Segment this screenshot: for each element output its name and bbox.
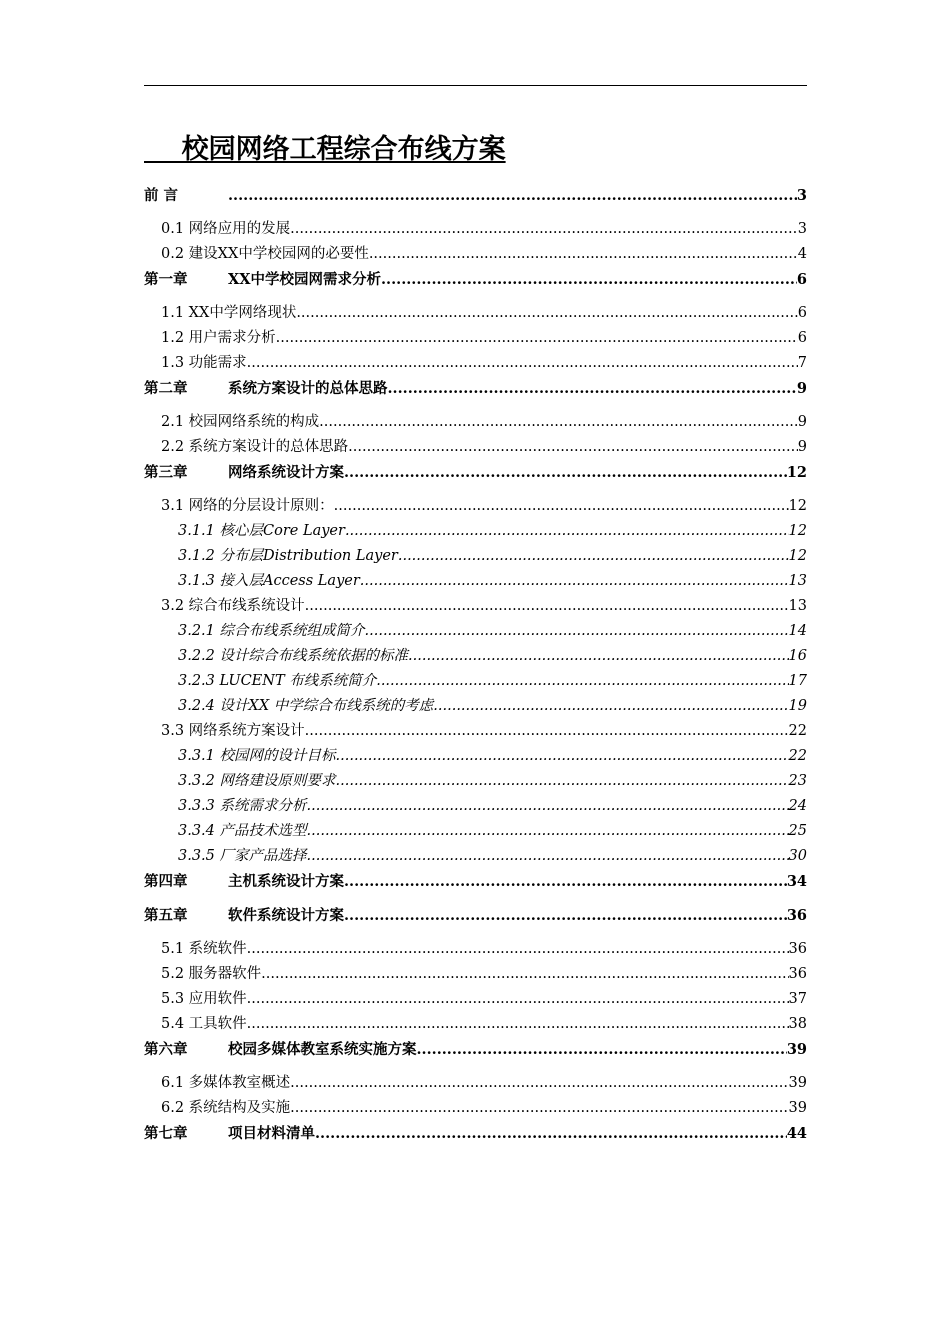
toc-leader-dots [334,494,789,519]
toc-entry-number: 3.1.2 [178,548,215,564]
toc-entry-text: 接入层Access Layer [219,573,360,589]
toc-entry-label [178,744,336,769]
toc-entry[interactable] [144,769,807,794]
toc-entry-number: 3.1.3 [178,573,215,589]
toc-page-number: 7 [797,355,807,371]
toc-entry-number: 3.2 [161,598,185,614]
toc-entry-number: 3.3.3 [178,798,215,814]
toc-entry-number: 5.4 [161,1016,185,1032]
toc-entry[interactable] [144,844,807,869]
toc-leader-dots [247,1012,789,1037]
toc-entry-label [144,460,344,485]
toc-chapter-entry[interactable] [144,903,807,937]
toc-leader-dots [296,301,797,326]
toc-page-number: 13 [788,598,807,614]
toc-leader-dots [417,1037,787,1062]
toc-page-number: 6 [797,330,807,346]
toc-entry-label [161,326,276,351]
toc-leader-dots [336,744,789,769]
toc-entry[interactable] [144,937,807,962]
toc-entry-text: LUCENT 布线系统简介 [219,673,377,689]
toc-entry[interactable] [144,410,807,435]
toc-page-number: 37 [788,991,807,1007]
toc-entry-number: 1.3 [161,355,185,371]
toc-entry-label [178,569,360,594]
toc-entry-label [144,183,228,208]
toc-leader-dots [247,987,789,1012]
toc-entry-label [178,669,376,694]
toc-entry-number: 第六章 [144,1041,188,1058]
toc-leader-dots [376,669,788,694]
toc-entry-text: 综合布线系统设计 [188,598,305,614]
toc-entry-label [178,619,365,644]
toc-page-number: 12 [788,548,807,564]
toc-entry-text: 工具软件 [188,1016,247,1032]
toc-entry-text: 设计XX 中学综合布线系统的考虑 [219,698,434,714]
toc-chapter-entry[interactable] [144,1121,807,1155]
toc-page-number: 19 [788,698,807,714]
toc-entry-text: 综合布线系统组成简介 [219,623,365,639]
toc-entry-text: 校园多媒体教室系统实施方案 [228,1041,417,1058]
toc-entry-number: 6.1 [161,1075,185,1091]
toc-entry-number: 3.2.1 [178,623,215,639]
toc-entry-number: 2.2 [161,439,185,455]
toc-page-number: 39 [788,1100,807,1116]
toc-entry-label [161,217,290,242]
toc-entry-text: XX中学校园网需求分析 [228,271,381,288]
toc-entry-label [161,937,247,962]
toc-entry-text: 网络建设原则要求 [219,773,336,789]
toc-entry-text: 系统方案设计的总体思路 [188,439,349,455]
toc-entry-text: 功能需求 [188,355,247,371]
toc-entry-number: 3.2.4 [178,698,215,714]
toc-page-number: 9 [797,439,807,455]
toc-leader-dots [305,594,789,619]
toc-leader-dots [261,962,788,987]
toc-page-number: 3 [796,187,807,204]
toc-entry-label [161,1012,247,1037]
toc-entry-label [178,769,336,794]
toc-page-number: 12 [788,498,807,514]
toc-page-number: 12 [788,523,807,539]
toc-entry-text: 建设XX中学校园网的必要性 [188,246,369,262]
toc-entry[interactable] [144,719,807,744]
toc-entry-number: 3.3 [161,723,185,739]
toc-entry[interactable] [144,326,807,351]
toc-leader-dots [307,819,789,844]
toc-leader-dots [381,267,797,292]
toc-entry-text: 服务器软件 [188,966,262,982]
toc-leader-dots [345,519,789,544]
toc-entry-label [161,301,296,326]
toc-page-number: 30 [788,848,807,864]
toc-entry-label [161,242,369,267]
toc-entry-text: 系统软件 [188,941,247,957]
toc-entry-text: 软件系统设计方案 [228,907,344,924]
toc-leader-dots [336,769,789,794]
toc-entry-number: 5.2 [161,966,185,982]
toc-entry-text: 网络系统方案设计 [188,723,305,739]
toc-entry-text: 用户需求分析 [188,330,276,346]
toc-entry-number: 3.2.3 [178,673,215,689]
toc-entry-text: 产品技术选型 [219,823,307,839]
toc-entry-number: 2.1 [161,414,185,430]
toc-entry-text: 系统结构及实施 [188,1100,291,1116]
toc-entry-label [144,1121,315,1146]
toc-page-number: 25 [788,823,807,839]
toc-leader-dots [307,844,789,869]
toc-entry-text: 校园网络系统的构成 [188,414,320,430]
toc-entry-label [161,1071,290,1096]
toc-entry-label [144,376,388,401]
toc-leader-dots [276,326,798,351]
toc-entry-label [161,410,319,435]
table-of-contents [144,183,807,1155]
toc-entry-text: 校园网的设计目标 [219,748,336,764]
toc-entry-number: 3.3.4 [178,823,215,839]
toc-entry-number: 3.3.5 [178,848,215,864]
toc-page-number: 22 [788,748,807,764]
toc-page-number: 38 [788,1016,807,1032]
toc-leader-dots [228,183,797,208]
toc-entry-number: 3.2.2 [178,648,215,664]
toc-entry-number: 3.1.1 [178,523,215,539]
toc-entry-text: 项目材料清单 [228,1125,315,1142]
toc-leader-dots [365,619,789,644]
toc-entry-text: 系统需求分析 [219,798,307,814]
toc-leader-dots [344,869,787,894]
toc-entry-text: 系统方案设计的总体思路 [228,380,388,397]
toc-entry[interactable] [144,494,807,519]
toc-entry-number: 第一章 [144,271,188,288]
toc-entry-number: 1.1 [161,305,185,321]
toc-entry[interactable] [144,819,807,844]
toc-entry-text: XX中学网络现状 [188,305,297,321]
toc-entry[interactable] [144,351,807,376]
toc-leader-dots [290,1071,788,1096]
toc-leader-dots [344,903,787,928]
toc-page-number: 44 [786,1125,807,1142]
toc-page-number: 6 [796,271,807,288]
toc-page-number: 9 [796,380,807,397]
toc-entry-label [178,694,433,719]
toc-page-number: 39 [788,1075,807,1091]
toc-entry-number: 3.1 [161,498,185,514]
toc-page-number: 6 [797,305,807,321]
toc-entry[interactable] [144,962,807,987]
toc-entry-label [161,594,305,619]
toc-entry[interactable] [144,594,807,619]
toc-entry[interactable] [144,619,807,644]
toc-leader-dots [398,544,789,569]
toc-entry-number: 1.2 [161,330,185,346]
toc-entry-number: 第五章 [144,907,188,924]
toc-entry-number: 第三章 [144,464,188,481]
toc-entry-label [144,267,381,292]
toc-entry-number: 6.2 [161,1100,185,1116]
toc-page-number: 17 [788,673,807,689]
toc-entry-text: 分布层Distribution Layer [219,548,398,564]
toc-entry[interactable] [144,1096,807,1121]
toc-entry-label [161,1096,290,1121]
toc-entry-number: 前 言 [144,187,179,204]
toc-page-number: 24 [788,798,807,814]
toc-entry-number: 第七章 [144,1125,188,1142]
toc-entry-number: 0.2 [161,246,185,262]
toc-entry-label [161,719,305,744]
toc-entry-number: 第四章 [144,873,188,890]
toc-entry-label [161,494,334,519]
toc-entry-label [161,987,247,1012]
toc-entry-label [178,794,307,819]
toc-page-number: 16 [788,648,807,664]
toc-entry[interactable] [144,301,807,326]
toc-entry[interactable] [144,1071,807,1096]
toc-entry[interactable] [144,644,807,669]
toc-entry-label [178,844,307,869]
toc-entry-label [178,819,307,844]
toc-entry-text: 厂家产品选择 [219,848,307,864]
toc-page-number: 14 [788,623,807,639]
toc-entry-number: 3.3.2 [178,773,215,789]
toc-page-number: 9 [797,414,807,430]
toc-leader-dots [319,410,798,435]
toc-leader-dots [307,794,789,819]
toc-entry[interactable] [144,435,807,460]
toc-entry-label [161,351,247,376]
toc-entry-text: 主机系统设计方案 [228,873,344,890]
toc-leader-dots [290,1096,788,1121]
toc-page-number: 12 [786,464,807,481]
toc-entry-number: 3.3.1 [178,748,215,764]
toc-entry-label [161,435,348,460]
toc-chapter-entry[interactable] [144,376,807,410]
toc-entry[interactable] [144,669,807,694]
toc-entry-number: 0.1 [161,221,185,237]
toc-entry-label [161,962,261,987]
header-rule [144,85,807,86]
toc-page-number: 23 [788,773,807,789]
toc-entry-text: 网络系统设计方案 [228,464,344,481]
toc-entry[interactable] [144,987,807,1012]
toc-page-number: 36 [786,907,807,924]
toc-leader-dots [360,569,789,594]
toc-entry-text: 设计综合布线系统依据的标准 [219,648,409,664]
toc-leader-dots [408,644,789,669]
toc-leader-dots [247,351,798,376]
toc-page-number: 13 [788,573,807,589]
toc-leader-dots [369,242,798,267]
toc-chapter-entry[interactable] [144,267,807,301]
toc-entry[interactable] [144,217,807,242]
toc-leader-dots [348,435,798,460]
toc-entry-number: 5.1 [161,941,185,957]
toc-leader-dots [388,376,797,401]
toc-entry-label [144,869,344,894]
toc-page-number: 39 [786,1041,807,1058]
toc-entry-text: 应用软件 [188,991,247,1007]
toc-entry-label [144,1037,417,1062]
toc-entry-text: 网络的分层设计原则： [188,498,334,514]
toc-page-number: 36 [788,941,807,957]
toc-entry-label [178,644,408,669]
toc-chapter-entry[interactable] [144,869,807,903]
toc-entry-label [178,544,398,569]
toc-entry[interactable] [144,1012,807,1037]
toc-entry-text: 核心层Core Layer [219,523,345,539]
toc-page-number: 36 [788,966,807,982]
toc-entry-label [178,519,345,544]
toc-leader-dots [433,694,788,719]
toc-entry-text: 网络应用的发展 [188,221,291,237]
toc-leader-dots [290,217,798,242]
document-title: 校园网络工程综合布线方案 [144,134,506,165]
toc-entry[interactable] [144,694,807,719]
toc-entry[interactable] [144,544,807,569]
toc-leader-dots [305,719,789,744]
toc-page-number: 4 [797,246,807,262]
toc-page-number: 3 [797,221,807,237]
toc-chapter-entry[interactable] [144,460,807,494]
toc-page-number: 22 [788,723,807,739]
toc-entry-label [144,903,344,928]
toc-chapter-entry[interactable] [144,1037,807,1071]
toc-leader-dots [247,937,789,962]
toc-entry[interactable] [144,744,807,769]
toc-page-number: 34 [786,873,807,890]
toc-entry[interactable] [144,794,807,819]
toc-leader-dots [344,460,787,485]
toc-entry-number: 第二章 [144,380,188,397]
toc-chapter-entry[interactable] [144,183,807,217]
toc-entry[interactable] [144,519,807,544]
toc-leader-dots [315,1121,787,1146]
toc-entry[interactable] [144,242,807,267]
toc-entry-text: 多媒体教室概述 [188,1075,291,1091]
toc-entry[interactable] [144,569,807,594]
toc-entry-number: 5.3 [161,991,185,1007]
